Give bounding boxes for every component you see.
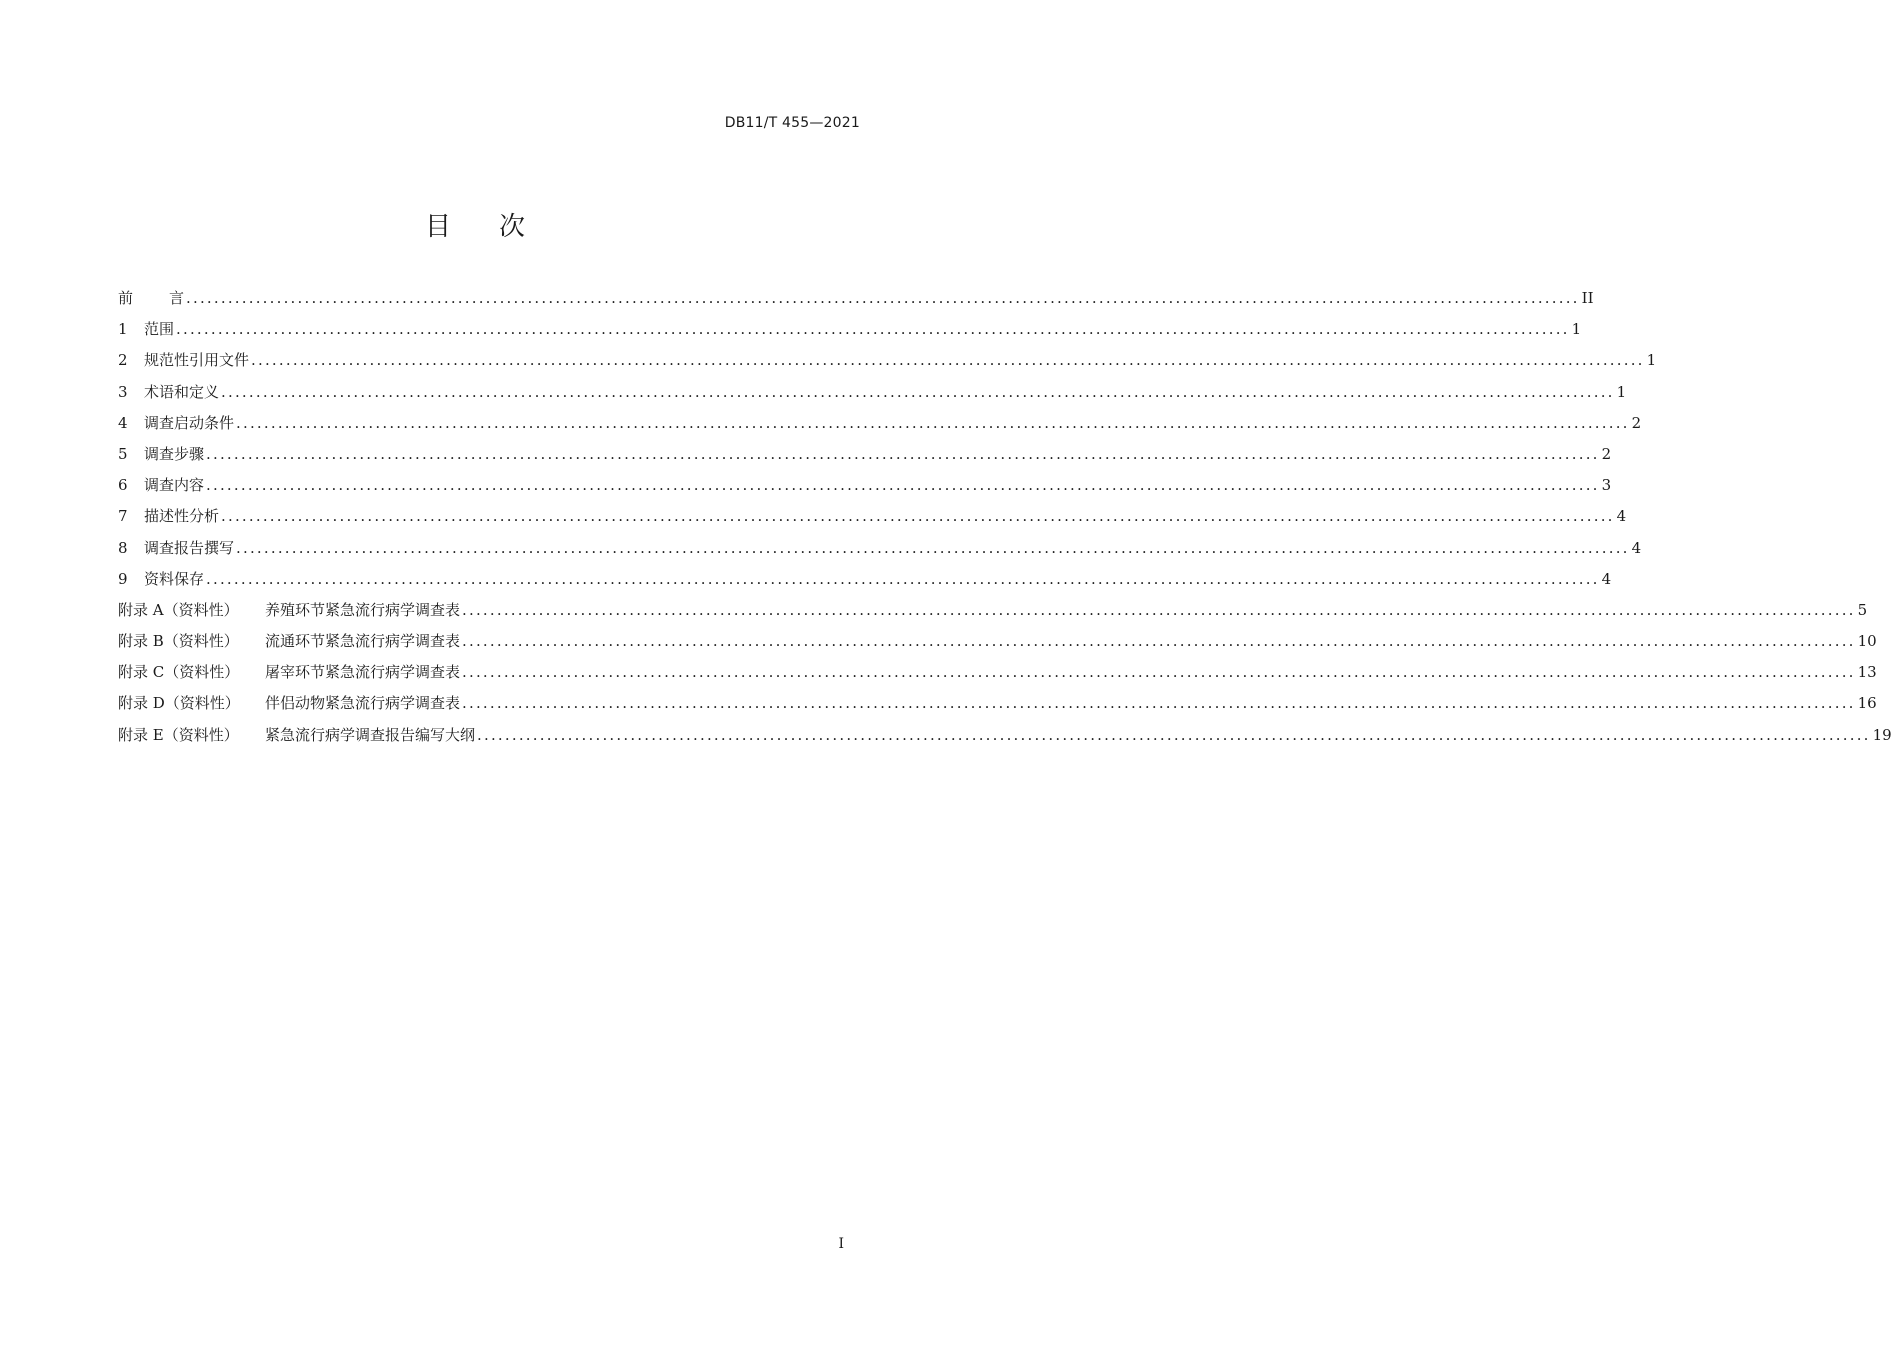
toc-entry-appendix-prefix: 附录 B（资料性） bbox=[118, 632, 239, 651]
toc-title bbox=[0, 206, 950, 243]
toc-entry-number: 9 bbox=[118, 569, 128, 588]
toc-entry-number: 4 bbox=[118, 413, 128, 432]
toc-entry-appendix-e[interactable] bbox=[118, 720, 1892, 751]
toc-entry-number: 5 bbox=[118, 444, 128, 463]
dot-leader: ........................................................................................................................................................................................................ bbox=[206, 476, 1600, 495]
dot-leader: ........................................................................................................................................................................................................ bbox=[221, 507, 1615, 526]
toc-entry-title: 调查启动条件 bbox=[144, 413, 235, 432]
toc-entry-page: 10 bbox=[1857, 632, 1877, 651]
toc-title-char-2: 次 bbox=[499, 212, 526, 242]
dot-leader: ........................................................................................................................................................................................................ bbox=[206, 569, 1600, 588]
toc-entry-number: 8 bbox=[118, 538, 128, 557]
toc-entry-appendix-d[interactable] bbox=[118, 688, 1877, 719]
document-code: DB11/T 455—2021 bbox=[724, 115, 860, 131]
toc-entry-appendix-prefix: 附录 A（资料性） bbox=[118, 600, 239, 619]
dot-leader: ........................................................................................................................................................................................................ bbox=[176, 320, 1570, 339]
dot-leader: ........................................................................................................................................................................................................ bbox=[206, 444, 1600, 463]
footer-page-number: I bbox=[838, 1236, 844, 1252]
dot-leader: ........................................................................................................................................................................................................ bbox=[462, 663, 1856, 682]
toc-entry-1[interactable] bbox=[118, 314, 1582, 345]
toc-entry-title: 调查步骤 bbox=[144, 444, 205, 463]
toc-entry-page: 1 bbox=[1616, 382, 1627, 401]
toc-entry-page: 4 bbox=[1601, 569, 1612, 588]
toc-entry-title: 资料保存 bbox=[144, 569, 205, 588]
toc-entry-appendix-b[interactable] bbox=[118, 626, 1877, 657]
dot-leader: ........................................................................................................................................................................................................ bbox=[462, 600, 1856, 619]
toc-entry-4[interactable] bbox=[118, 408, 1642, 439]
toc-entry-number: 1 bbox=[118, 320, 128, 339]
toc-entry-page: 3 bbox=[1601, 476, 1612, 495]
dot-leader: ........................................................................................................................................................................................................ bbox=[462, 632, 1856, 651]
toc-entry-8[interactable] bbox=[118, 533, 1642, 564]
toc-entry-5[interactable] bbox=[118, 439, 1612, 470]
toc-entry-appendix-a[interactable] bbox=[118, 595, 1868, 626]
toc-entry-page: II bbox=[1581, 289, 1594, 307]
toc-entry-page: 4 bbox=[1631, 538, 1642, 557]
toc-entry-title: 紧急流行病学调查报告编写大纲 bbox=[265, 725, 476, 744]
toc-entry-title: 术语和定义 bbox=[144, 382, 220, 401]
toc-entry-page: 19 bbox=[1872, 725, 1892, 744]
dot-leader: ........................................................................................................................................................................................................ bbox=[236, 413, 1630, 432]
dot-leader: ........................................................................................................................................................................................................ bbox=[477, 725, 1871, 744]
toc-entry-page: 16 bbox=[1857, 694, 1877, 713]
toc-entry-title: 调查内容 bbox=[144, 476, 205, 495]
dot-leader: ........................................................................................................................................................................................................ bbox=[186, 289, 1580, 307]
toc-entry-3[interactable] bbox=[118, 377, 1627, 408]
toc-title-char-1: 目 bbox=[424, 212, 451, 242]
dot-leader: ........................................................................................................................................................................................................ bbox=[221, 382, 1615, 401]
toc-entry-appendix-prefix: 附录 E（资料性） bbox=[118, 725, 239, 744]
toc-entry-appendix-prefix: 附录 C（资料性） bbox=[118, 663, 240, 682]
dot-leader: ........................................................................................................................................................................................................ bbox=[462, 694, 1856, 713]
toc-entry-title: 前 言 bbox=[118, 289, 185, 307]
toc-entry-page: 2 bbox=[1601, 444, 1612, 463]
toc-entry-title: 调查报告撰写 bbox=[144, 538, 235, 557]
toc-entry-appendix-c[interactable] bbox=[118, 657, 1877, 688]
toc-entry-9[interactable] bbox=[118, 564, 1612, 595]
toc-entry-title: 伴侣动物紧急流行病学调查表 bbox=[265, 694, 461, 713]
toc-entry-page: 13 bbox=[1857, 663, 1877, 682]
toc-entry-title: 屠宰环节紧急流行病学调查表 bbox=[265, 663, 461, 682]
toc-entry-number: 7 bbox=[118, 507, 128, 526]
toc-list bbox=[118, 283, 1892, 751]
toc-entry-page: 1 bbox=[1646, 351, 1657, 370]
toc-entry-number: 2 bbox=[118, 351, 128, 370]
toc-entry-number: 6 bbox=[118, 476, 128, 495]
toc-entry-2[interactable] bbox=[118, 345, 1657, 376]
toc-entry-title: 流通环节紧急流行病学调查表 bbox=[265, 632, 461, 651]
toc-entry-foreword[interactable] bbox=[118, 283, 1594, 314]
toc-entry-page: 5 bbox=[1857, 600, 1868, 619]
toc-entry-page: 1 bbox=[1571, 320, 1582, 339]
dot-leader: ........................................................................................................................................................................................................ bbox=[236, 538, 1630, 557]
toc-entry-appendix-prefix: 附录 D（资料性） bbox=[118, 694, 240, 713]
toc-entry-6[interactable] bbox=[118, 470, 1612, 501]
toc-entry-page: 4 bbox=[1616, 507, 1627, 526]
toc-entry-number: 3 bbox=[118, 382, 128, 401]
toc-entry-page: 2 bbox=[1631, 413, 1642, 432]
dot-leader: ........................................................................................................................................................................................................ bbox=[251, 351, 1645, 370]
toc-entry-7[interactable] bbox=[118, 501, 1627, 532]
toc-entry-title: 范围 bbox=[144, 320, 175, 339]
toc-entry-title: 规范性引用文件 bbox=[144, 351, 250, 370]
toc-entry-title: 描述性分析 bbox=[144, 507, 220, 526]
toc-entry-title: 养殖环节紧急流行病学调查表 bbox=[265, 600, 461, 619]
